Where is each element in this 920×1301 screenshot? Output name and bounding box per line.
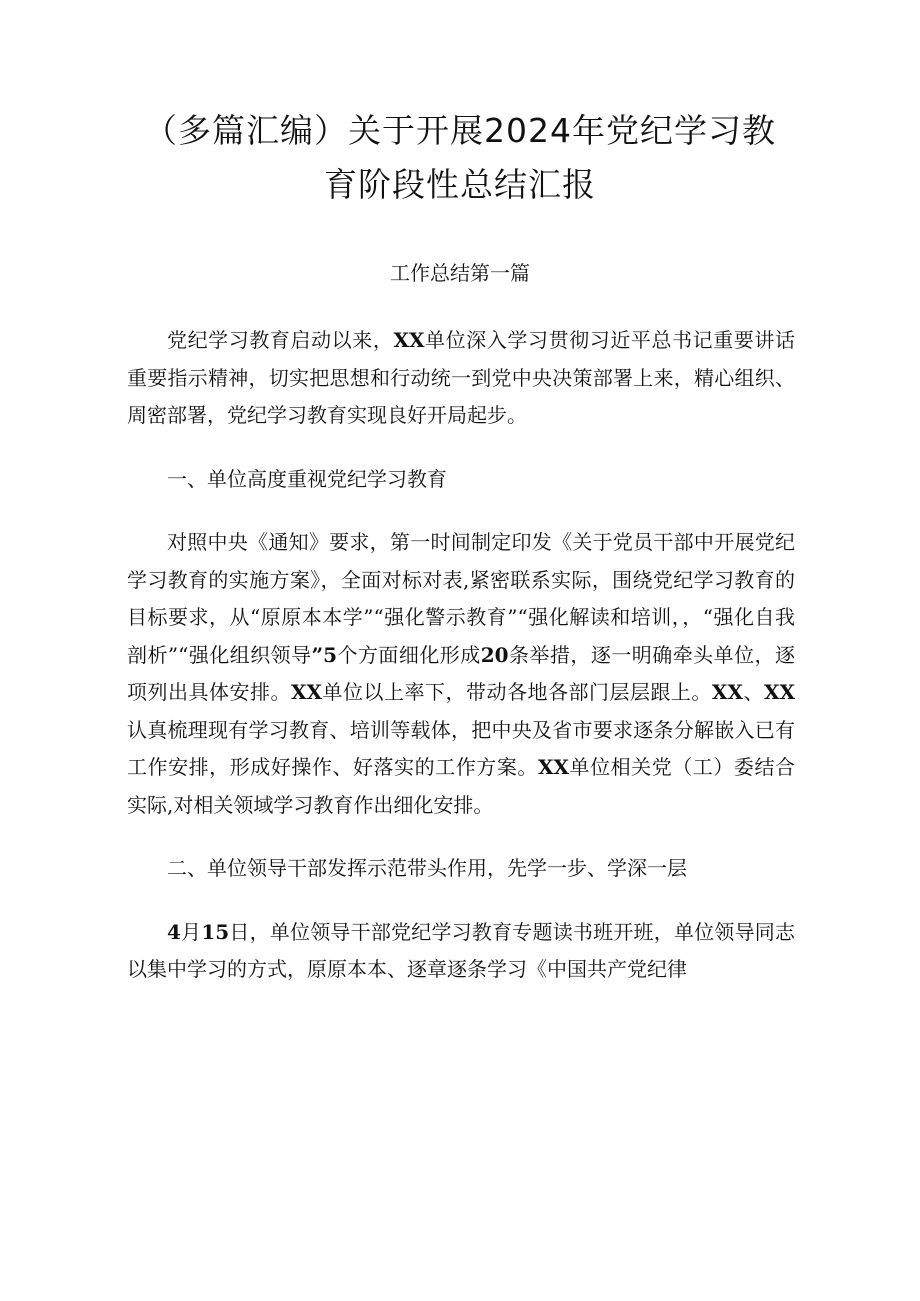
bold-run: 15: [201, 919, 230, 944]
document-title: [120, 104, 800, 212]
text-run: 条举措，逐一明确牵头单位，逐项列出具体安排。: [127, 642, 796, 704]
text-run: 单位相关党（工）委结合实际,对相关领域学习教育作出细化安排。: [127, 755, 795, 817]
text-run: 月: [180, 919, 202, 944]
bold-run: 4: [167, 919, 181, 944]
text-run: 单位以上率下，带动各地各部门层层跟上。: [322, 680, 712, 704]
bold-run: XX: [711, 680, 743, 704]
paragraph-1: [127, 524, 795, 824]
bold-run: XX: [537, 755, 569, 779]
section-heading-1: 一、单位高度重视党纪学习教育: [167, 466, 447, 491]
bold-run: XX: [393, 328, 425, 352]
paragraph-2: [127, 914, 795, 989]
text-run: 、: [742, 680, 764, 704]
text-run: 个方面细化形成: [337, 642, 481, 667]
bold-run: XX: [763, 680, 796, 704]
title-line-2: 育阶段性总结汇报: [324, 165, 596, 204]
bold-run: 20: [480, 642, 509, 667]
title-line-1: （多篇汇编）关于开展2024年党纪学习教: [144, 111, 776, 150]
intro-paragraph: [127, 322, 795, 435]
text-run: 日，单位领导干部党纪学习教育专题读书班开班，单位领导同志以集中学习的方式，原原本本、逐章逐条学习《中国共产党纪律: [127, 919, 796, 981]
text-run: 对照中央《通知》要求，第一时间制定印发《关于党员干部中开展党纪学习教育的实施方案》，全面对标对表,紧密联系实际，围绕党纪学习教育的目标要求，从“原原本本学”“强化警示教育”“强化解读和培训，，“强化自我剖析”“强化组织领导: [127, 530, 795, 667]
document-body: [127, 322, 795, 989]
bold-run: XX: [290, 680, 323, 704]
text-run: 认真梳理现有学习教育、培训等载体，把中央及省市要求逐条分解嵌入已有工作安排，形成好操作、好落实的工作方案。: [127, 717, 795, 779]
bold-run: ”5: [311, 642, 338, 667]
section-heading-2: 二、单位领导干部发挥示范带头作用，先学一步、学深一层: [167, 856, 687, 880]
text-run: 单位深入学习贯彻习近平总书记重要讲话重要指示精神，切实把思想和行动统一到党中央决策部署上来，精心组织、周密部署，党纪学习教育实现良好开局起步。: [127, 328, 796, 427]
section-subtitle: 工作总结第一篇: [390, 261, 530, 285]
text-run: 党纪学习教育启动以来，: [167, 328, 394, 352]
